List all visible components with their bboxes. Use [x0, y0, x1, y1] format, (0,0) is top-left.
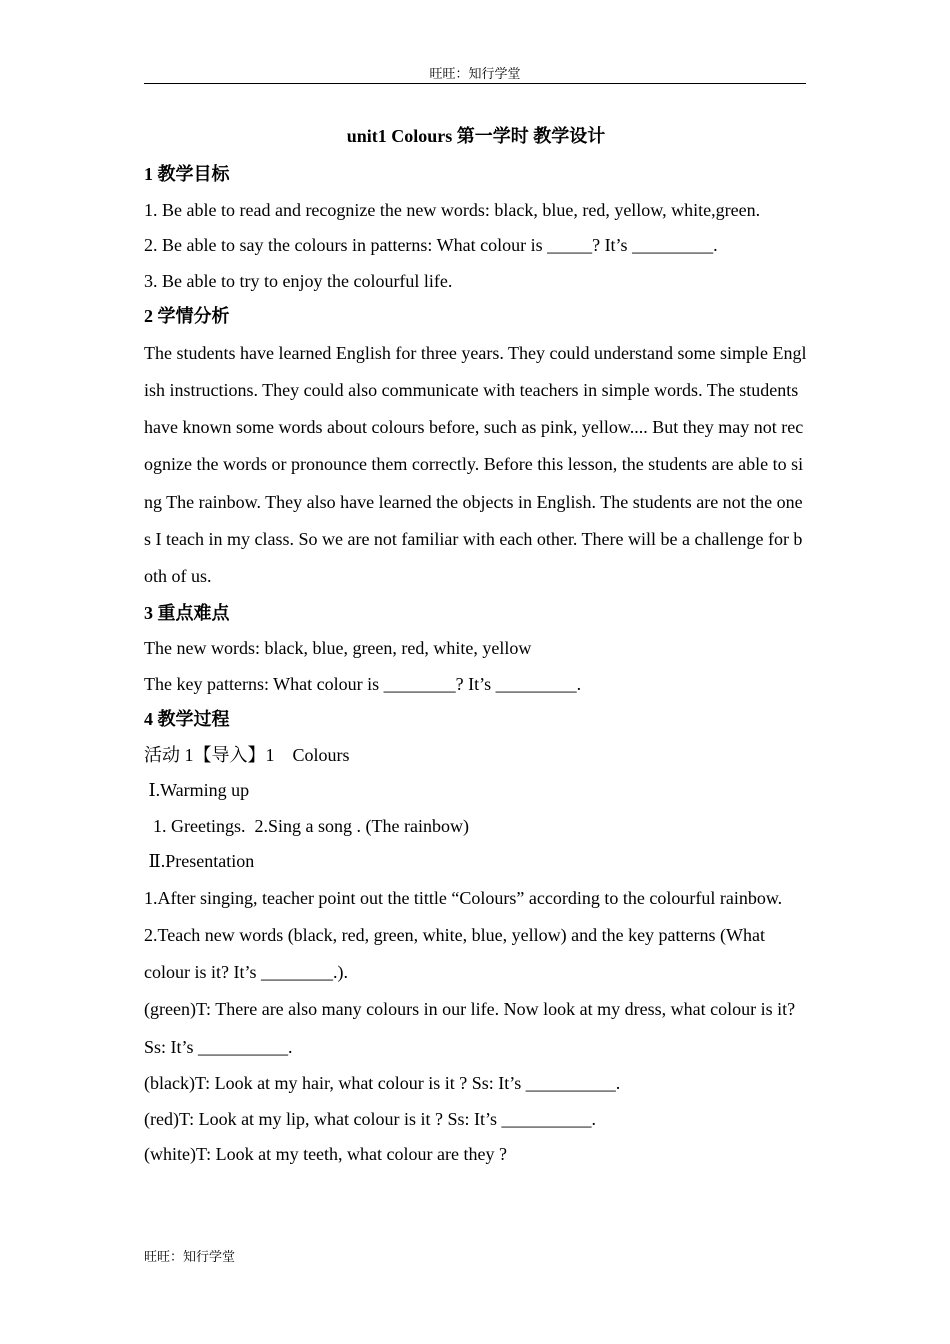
- page-header: 旺旺：知行学堂: [429, 66, 521, 81]
- section-heading-process: 4 教学过程: [144, 709, 230, 730]
- document-title: unit1 Colours 第一学时 教学设计: [346, 126, 606, 146]
- header-divider: [144, 83, 806, 84]
- presentation-step: 1.After singing, teacher point out the tittle “Colours” according to the colourful rainbow.: [144, 887, 783, 908]
- objective-item: 3. Be able to try to enjoy the colourful life.: [144, 270, 453, 291]
- section-heading-objectives: 1 教学目标: [144, 164, 230, 184]
- objective-item: 1. Be able to read and recognize the new words: black, blue, red, yellow, white,green.: [144, 199, 761, 220]
- activity-title: 活动 1【导入】1 Colours: [144, 744, 350, 765]
- warmup-heading: Ⅰ.Warming up: [144, 780, 250, 801]
- page-footer: 旺旺：知行学堂: [144, 1249, 236, 1264]
- presentation-heading: Ⅱ.Presentation: [144, 851, 255, 872]
- presentation-step: 2.Teach new words (black, red, green, white, blue, yellow) and the key patterns (What colour is it? It’s ________.).: [144, 924, 766, 983]
- document-body: [144, 122, 808, 1173]
- key-words: The new words: black, blue, green, red, white, yellow: [144, 638, 532, 659]
- dialogue-line: (white)T: Look at my teeth, what colour are they ?: [144, 1144, 507, 1165]
- dialogue-line: (green)T: There are also many colours in our life. Now look at my dress, what colour is it? Ss: It’s __________.: [144, 999, 796, 1057]
- dialogue-line: (red)T: Look at my lip, what colour is it ? Ss: It’s __________.: [144, 1108, 597, 1129]
- section-heading-key-points: 3 重点难点: [144, 602, 230, 623]
- analysis-paragraph: The students have learned English for three years. They could understand some simple English instructions. They could also communicate with teachers in simple words. The students have known some words about colours before, such as pink, yellow.... But they may not recognize the words or pronounce them correctly. Before this lesson, the students are able to sing The rainbow. They also have learned the objects in English. The students are not the ones I teach in my class. So we are not familiar with each other. There will be a challenge for both of us.: [144, 342, 807, 587]
- warmup-items: 1. Greetings. 2.Sing a song . (The rainbow): [144, 815, 469, 836]
- objective-item: 2. Be able to say the colours in patterns: What colour is _____? It’s _________.: [144, 235, 718, 255]
- section-heading-analysis: 2 学情分析: [144, 306, 230, 326]
- dialogue-line: (black)T: Look at my hair, what colour is it ? Ss: It’s __________.: [144, 1073, 621, 1094]
- key-patterns: The key patterns: What colour is ________? It’s _________.: [144, 673, 582, 694]
